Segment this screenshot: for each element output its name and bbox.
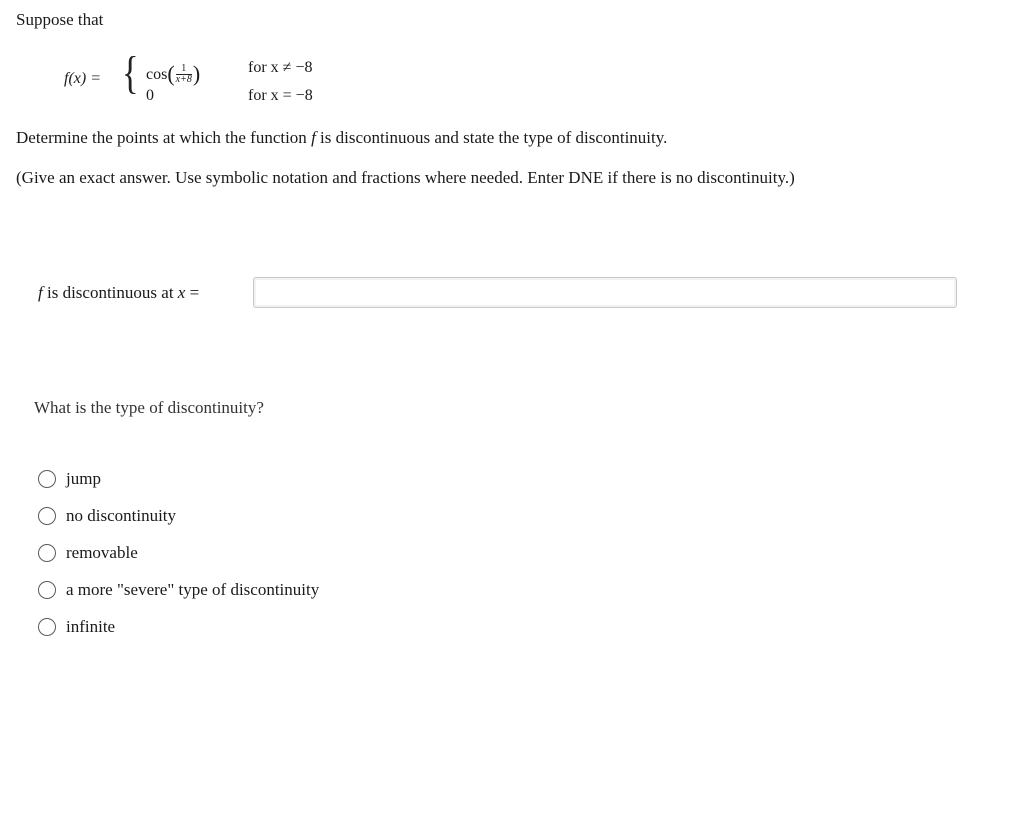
fraction-numerator: 1	[176, 64, 192, 75]
intro-text: Suppose that	[16, 10, 104, 29]
fraction-denominator: x+8	[175, 73, 192, 85]
left-brace: {	[122, 47, 139, 98]
function-lhs-text: f(x) =	[64, 70, 101, 87]
radio-button-icon[interactable]	[38, 544, 56, 562]
option-label: infinite	[66, 616, 116, 636]
option-label: a more "severe" type of discontinuity	[66, 579, 320, 599]
option-severe[interactable]	[38, 571, 319, 608]
close-paren: )	[192, 61, 201, 86]
type-question-text: What is the type of discontinuity?	[34, 398, 264, 417]
case-2-expression: 0	[146, 87, 154, 104]
case-1-expression	[146, 59, 200, 86]
case-2-condition: for x = −8	[248, 87, 313, 104]
option-jump[interactable]	[38, 460, 319, 497]
radio-button-icon[interactable]	[38, 470, 56, 488]
case-1-condition: for x ≠ −8	[248, 59, 313, 76]
answer-label-x: x	[177, 283, 186, 302]
radio-button-icon[interactable]	[38, 507, 56, 525]
option-label: jump	[66, 468, 101, 488]
hint-text: (Give an exact answer. Use symbolic notation and fractions where needed. Enter DNE if there is no discontinuity.)	[16, 168, 795, 187]
cos-text: cos	[146, 66, 168, 83]
option-label: no discontinuity	[66, 505, 177, 525]
option-label: removable	[66, 542, 138, 562]
answer-label	[38, 283, 199, 303]
question-prefix: Determine the points at which the function	[16, 128, 312, 147]
question-text	[16, 128, 667, 148]
discontinuity-type-options	[38, 460, 319, 645]
radio-button-icon[interactable]	[38, 618, 56, 636]
option-no-discontinuity[interactable]	[38, 497, 319, 534]
question-f: f	[311, 128, 316, 147]
answer-input[interactable]	[254, 278, 956, 307]
fraction	[176, 64, 192, 85]
answer-label-end: =	[185, 283, 200, 302]
question-suffix: is discontinuous and state the type of discontinuity.	[315, 128, 668, 147]
option-removable[interactable]	[38, 534, 319, 571]
answer-label-f: f	[38, 283, 43, 302]
radio-button-icon[interactable]	[38, 581, 56, 599]
function-lhs	[64, 70, 101, 88]
option-infinite[interactable]	[38, 608, 319, 645]
open-paren: (	[167, 61, 175, 86]
answer-label-mid: is discontinuous at	[42, 283, 178, 302]
answer-field-container	[253, 277, 957, 308]
